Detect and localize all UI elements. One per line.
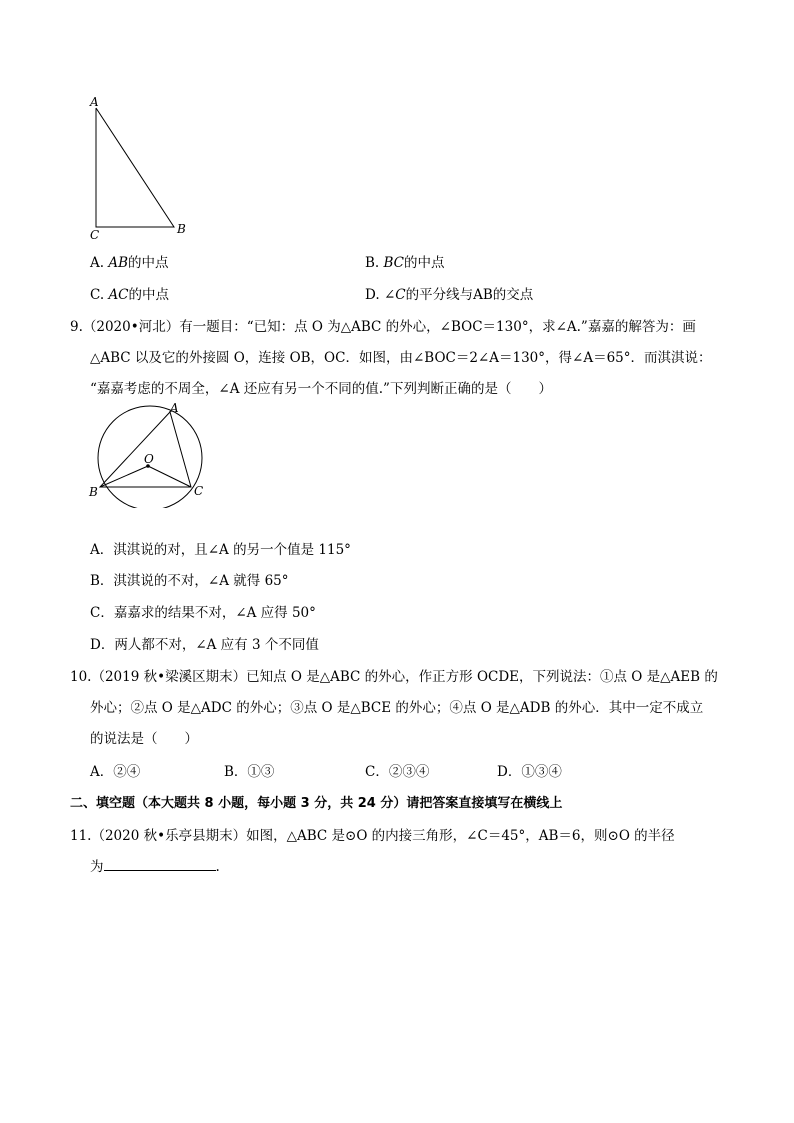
q9-option-d[interactable]: D．两人都不对，∠A 应有 3 个不同值 <box>90 637 319 653</box>
vertex-label-C: C <box>194 484 204 498</box>
q10-stem-line1: 10.（2019 秋•梁溪区期末）已知点 O 是△ABC 的外心，作正方形 OCDE，下列说法：①点 O 是△AEB 的 <box>70 669 718 685</box>
segment-OB <box>100 466 148 487</box>
q10-option-c[interactable]: C．②③④ <box>365 764 430 780</box>
segment-OC <box>148 466 191 487</box>
section-heading-fill-in: 二、填空题（本大题共 8 小题，每小题 3 分，共 24 分）请把答案直接填写在横线上 <box>70 796 563 811</box>
q11-stem-line1: 11.（2020 秋•乐亭县期末）如图，△ABC 是⊙O 的内接三角形，∠C＝45°，AB＝6，则⊙O 的半径 <box>70 828 675 844</box>
q8-triangle-figure <box>82 92 202 242</box>
q9-stem-line1: 9.（2020•河北）有一题目：“已知：点 O 为△ABC 的外心，∠BOC＝130°，求∠A.”嘉嘉的解答为：画 <box>70 319 696 335</box>
q11-answer-blank[interactable] <box>104 858 216 871</box>
vertex-label-A: A <box>90 95 99 109</box>
q8-option-d[interactable]: D. ∠C的平分线与AB的交点 <box>365 287 534 303</box>
center-label-O: O <box>144 452 154 466</box>
vertex-label-A: A <box>170 403 179 415</box>
q10-stem-line2: 外心；②点 O 是△ADC 的外心；③点 O 是△BCE 的外心；④点 O 是△ADB 的外心．其中一定不成立 <box>90 700 704 716</box>
q9-circle-figure <box>85 403 215 508</box>
q11-suffix: . <box>215 859 220 875</box>
q9-stem-line3: “嘉嘉考虑的不周全，∠A 还应有另一个不同的值.”下列判断正确的是（ ） <box>90 381 552 397</box>
q11-stem-line2 <box>90 855 220 875</box>
q8-option-a[interactable]: A. AB的中点 <box>90 255 169 271</box>
vertex-label-C: C <box>90 228 100 242</box>
q11-prefix: 为 <box>90 859 104 875</box>
q8-option-c[interactable]: C. AC的中点 <box>90 287 170 303</box>
vertex-label-B: B <box>177 222 186 236</box>
q8-option-b[interactable]: B. BC的中点 <box>365 255 445 271</box>
triangle-sides <box>96 108 174 227</box>
q10-stem-line3: 的说法是（ ） <box>90 731 198 747</box>
q9-stem-line2: △ABC 以及它的外接圆 O，连接 OB，OC．如图，由∠BOC＝2∠A＝130°，得∠A＝65°．而淇淇说： <box>90 350 712 366</box>
q9-option-c[interactable]: C．嘉嘉求的结果不对，∠A 应得 50° <box>90 605 316 621</box>
q10-option-a[interactable]: A．②④ <box>90 764 141 780</box>
q10-option-d[interactable]: D．①③④ <box>497 764 562 780</box>
vertex-label-B: B <box>89 485 98 499</box>
q9-option-a[interactable]: A．淇淇说的对，且∠A 的另一个值是 115° <box>90 542 351 558</box>
inscribed-triangle <box>100 412 191 487</box>
q10-option-b[interactable]: B．①③ <box>224 764 275 780</box>
q9-option-b[interactable]: B．淇淇说的不对，∠A 就得 65° <box>90 573 289 589</box>
